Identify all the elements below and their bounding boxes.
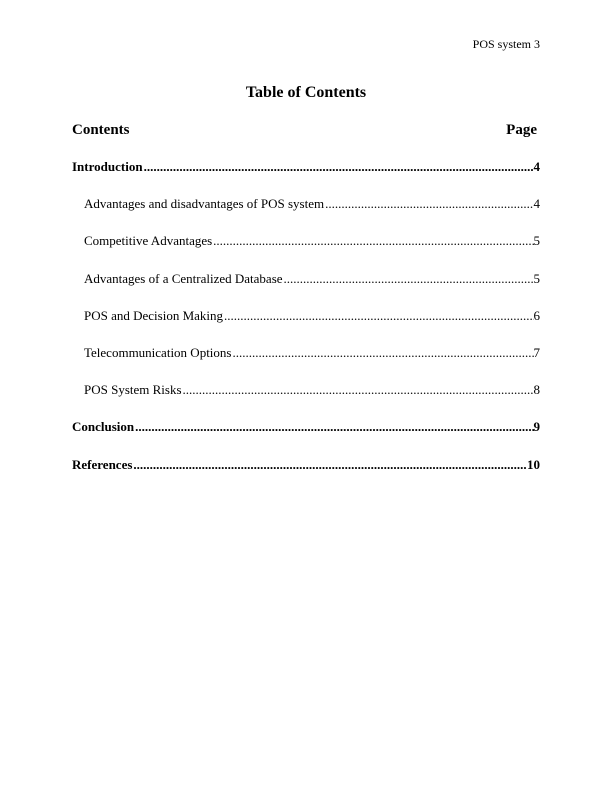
dot-leader	[144, 159, 534, 174]
dot-leader	[133, 457, 527, 472]
toc-entry-page: 4	[533, 159, 540, 174]
toc-entry-page: 4	[533, 196, 540, 212]
toc-entry[interactable]	[72, 457, 540, 494]
dot-leader	[135, 419, 533, 434]
toc-entry-label: POS System Risks	[84, 382, 182, 398]
toc-entries	[72, 159, 540, 494]
contents-column-heading: Contents	[72, 122, 130, 138]
toc-entry[interactable]	[72, 308, 540, 345]
dot-leader	[224, 308, 533, 323]
toc-entry[interactable]	[72, 271, 540, 308]
toc-entry-page: 7	[533, 344, 540, 360]
page-column-heading: Page	[506, 122, 537, 138]
toc-entry-label: Telecommunication Options	[84, 344, 232, 360]
toc-entry-label: POS and Decision Making	[84, 307, 224, 323]
dot-leader	[183, 382, 534, 397]
toc-entry-page: 8	[533, 382, 540, 398]
toc-entry[interactable]	[72, 196, 540, 233]
toc-entry-label: Advantages and disadvantages of POS system	[84, 196, 325, 212]
toc-entry-label: Introduction	[72, 159, 143, 174]
dot-leader	[232, 345, 533, 360]
toc-entry-page: 6	[533, 307, 540, 323]
dot-leader	[213, 233, 533, 248]
toc-entry-label: References	[72, 456, 133, 472]
toc-entry-label: Advantages of a Centralized Database	[84, 270, 283, 286]
toc-entry[interactable]	[72, 382, 540, 419]
toc-entry-page: 5	[533, 233, 540, 249]
dot-leader	[284, 271, 534, 286]
toc-entry[interactable]	[72, 419, 540, 456]
toc-entry-page: 10	[527, 456, 540, 472]
running-head: POS system 3	[472, 37, 540, 51]
toc-entry-page: 9	[533, 419, 540, 435]
toc-entry-page: 5	[533, 270, 540, 286]
toc-entry-label: Competitive Advantages	[84, 233, 213, 249]
toc-entry[interactable]	[72, 233, 540, 270]
toc-entry-label: Conclusion	[72, 419, 135, 435]
toc-title: Table of Contents	[245, 84, 367, 101]
toc-entry[interactable]	[72, 345, 540, 382]
dot-leader	[325, 196, 533, 211]
toc-entry[interactable]	[72, 159, 540, 196]
